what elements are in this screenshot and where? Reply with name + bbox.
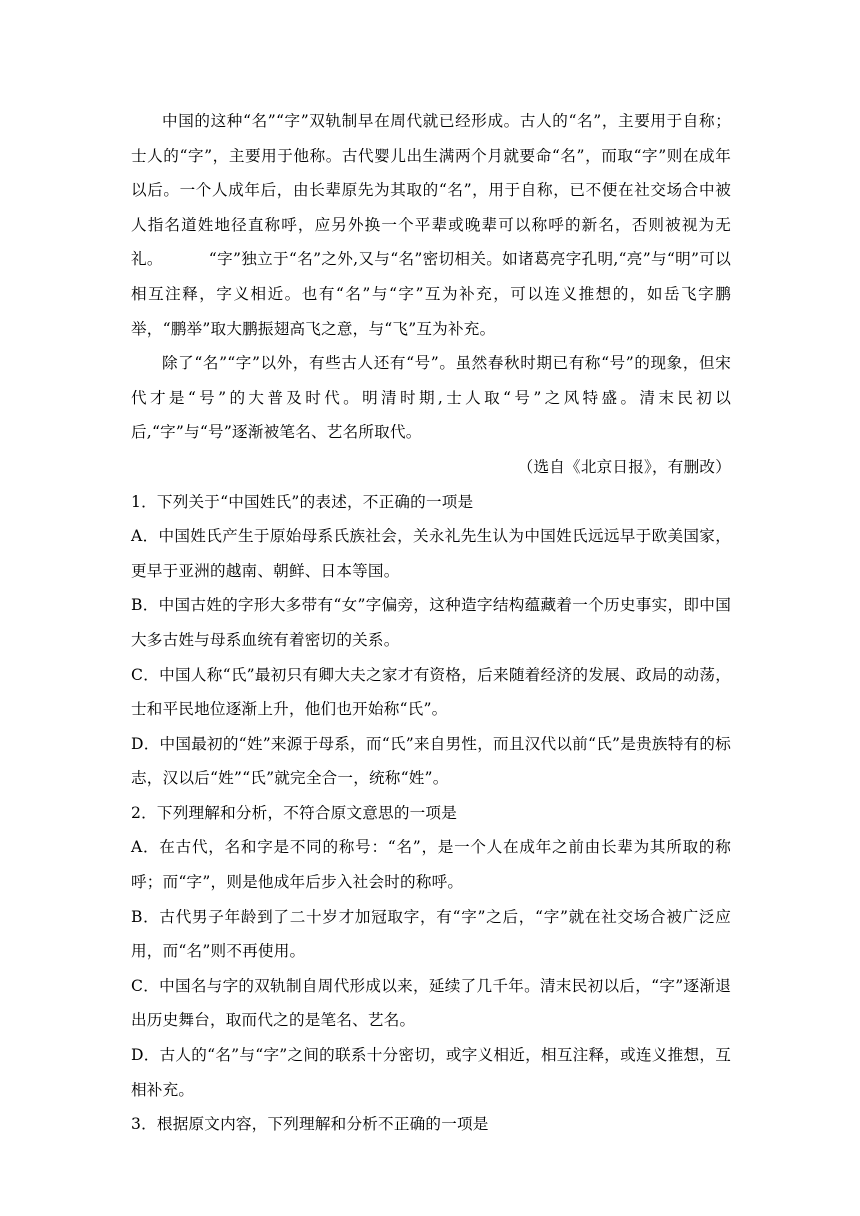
question-1-stem: 1．下列关于“中国姓氏”的表述，不正确的一项是 <box>131 492 474 511</box>
question-1-option-c: C．中国人称“氏”最初只有卿大夫之家才有资格，后来随着经济的发展、政局的动荡，士和平民地位逐渐上升，他们也开始称“氏”。 <box>131 665 731 719</box>
question-2-option-c: C．中国名与字的双轨制自周代形成以来，延续了几千年。清末民初以后，“字”逐渐退出历史舞台，取而代之的是笔名、艺名。 <box>131 976 731 1030</box>
passage-paragraph-1 <box>131 104 731 346</box>
question-2-option-b: B．古代男子年龄到了二十岁才加冠取字，有“字”之后，“字”就在社交场合被广泛应用，而“名”则不再使用。 <box>131 907 731 961</box>
question-1-option-b: B．中国古姓的字形大多带有“女”字偏旁，这种造字结构蕴藏着一个历史事实，即中国大多古姓与母系血统有着密切的关系。 <box>131 596 731 649</box>
passage-paragraph-1b-text: “字”独立于“名”之外,又与“名”密切相关。如诸葛亮字孔明,“亮”与“明”可以相互注释，字义相近。也有“名”与“字”互为补充，可以连义推想的，如岳飞字鹏举，“鹏举”取大鹏振翅高飞之意，与“飞”互为补充。 <box>131 250 731 338</box>
question-2-option-d: D．古人的“名”与“字”之间的联系十分密切，或字义相近，相互注释，或连义推想，互相补充。 <box>131 1046 731 1099</box>
question-1-option-a: A．中国姓氏产生于原始母系氏族社会，关永礼先生认为中国姓氏远远早于欧美国家，更早于亚洲的越南、朝鲜、日本等国。 <box>131 527 731 580</box>
document-content <box>131 104 731 1142</box>
question-1-option-d: D．中国最初的“姓”来源于母系，而“氏”来自男性，而且汉代以前“氏”是贵族特有的标志，汉以后“姓”“氏”就完全合一，统称“姓”。 <box>131 734 731 788</box>
question-2-option-a: A．在古代，名和字是不同的称号：“名”，是一个人在成年之前由长辈为其所取的称呼；而“字”，则是他成年后步入社会时的称呼。 <box>131 838 731 892</box>
question-3-stem: 3．根据原文内容，下列理解和分析不正确的一项是 <box>131 1115 489 1134</box>
passage-paragraph-1-text: 中国的这种“名”“字”双轨制早在周代就已经形成。古人的“名”，主要用于自称；士人的“字”，主要用于他称。古代婴儿出生满两个月就要命“名”，而取“字”则在成年以后。一个人成年后，由长辈原先为其取的“名”，用于自称，已不便在社交场合中被人指名道姓地径直称呼，应另外换一个平辈或晚辈可以称呼的新名，否则被视为无礼。 <box>131 112 731 269</box>
question-2-stem: 2．下列理解和分析，不符合原文意思的一项是 <box>131 803 457 822</box>
passage-paragraph-2: 除了“名”“字”以外，有些古人还有“号”。虽然春秋时期已有称“号”的现象，但宋代才是“号”的大普及时代。明清时期,士人取“号”之风特盛。清末民初以后,“字”与“号”逐渐被笔名、艺名所取代。 <box>131 354 731 442</box>
source-citation: （选自《北京日报》，有删改） <box>517 457 731 476</box>
